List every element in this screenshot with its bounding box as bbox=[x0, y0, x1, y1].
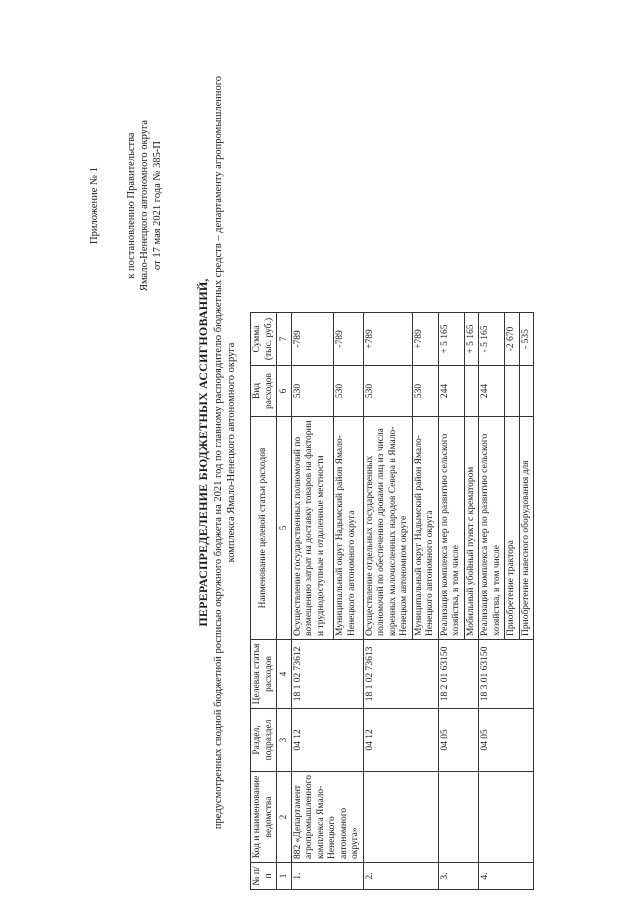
expense-type-cell: 530 bbox=[291, 365, 334, 416]
sum-cell: -2 670 bbox=[505, 312, 520, 365]
article-name-cell: Приобретение трактора bbox=[505, 416, 520, 639]
sum-cell: - 5 165 bbox=[479, 312, 505, 365]
column-number: 1 bbox=[277, 863, 292, 890]
section-cell: 04 12 bbox=[291, 708, 363, 771]
section-cell: 04 05 bbox=[438, 708, 479, 771]
target-article-cell: 18 3 01 63150 bbox=[479, 639, 534, 708]
article-name-cell: Осуществление государственных полномочий по возмещению затрат на доставку товаров на фактории и труднодоступные и отдаленные местности bbox=[291, 416, 334, 639]
row-number: 3. bbox=[438, 863, 479, 890]
expense-type-cell: 244 bbox=[438, 365, 464, 416]
header-cell-department: Код и наименование ведомства bbox=[251, 771, 277, 862]
appendix-number: Приложение № 1 bbox=[89, 167, 100, 244]
appendix-block bbox=[88, 120, 164, 291]
table-row bbox=[479, 312, 505, 889]
department-cell: 882 «Департамент агропромышленного комплекса Ямало-Ненецкого автономного округа» bbox=[291, 771, 363, 862]
sum-cell: -789 bbox=[291, 312, 334, 365]
header-cell-sum: Сумма (тыс. руб.) bbox=[251, 312, 277, 365]
allocation-table bbox=[250, 312, 534, 890]
column-number: 3 bbox=[277, 708, 292, 771]
sum-cell: - 535 bbox=[519, 312, 534, 365]
appendix-line: к постановлению Правительства bbox=[126, 132, 137, 279]
document-subtitle: предусмотренных сводной бюджетной росписью окружного бюджета на 2021 год по главному распорядителю бюджетных средств – департаменту агропромышленного комплекса Ямало-Ненецкого автономного округа bbox=[213, 75, 237, 830]
target-article-cell: 18 1 02 73613 bbox=[363, 639, 438, 708]
department-cell bbox=[363, 771, 438, 862]
section-cell: 04 12 bbox=[363, 708, 438, 771]
sum-cell: +789 bbox=[412, 312, 438, 365]
expense-type-cell: 244 bbox=[479, 365, 505, 416]
article-name-cell: Реализация комплекса мер по развитию сельского хозяйства, в том числе bbox=[438, 416, 464, 639]
column-number: 2 bbox=[277, 771, 292, 862]
department-cell bbox=[438, 771, 479, 862]
appendix-line: от 17 мая 2021 года № 385-П bbox=[152, 141, 163, 270]
column-number: 7 bbox=[277, 312, 292, 365]
target-article-cell: 18 2 01 63150 bbox=[438, 639, 479, 708]
expense-type-cell: 530 bbox=[363, 365, 412, 416]
document-title: ПЕРЕРАСПРЕДЕЛЕНИЕ БЮДЖЕТНЫХ АССИГНОВАНИЙ, bbox=[196, 278, 210, 627]
column-number: 4 bbox=[277, 639, 292, 708]
article-name-cell: Мобильный убойный пункт с крематором bbox=[464, 416, 479, 639]
row-number: 2. bbox=[363, 863, 438, 890]
sum-cell: + 5 165 bbox=[438, 312, 464, 365]
article-name-cell: Приобретение навесного оборудования для bbox=[519, 416, 534, 639]
expense-type-cell bbox=[519, 365, 534, 416]
row-number: 4. bbox=[479, 863, 534, 890]
header-cell-target-article: Целевая статья расходов bbox=[251, 639, 277, 708]
sum-cell: +789 bbox=[363, 312, 412, 365]
row-number: 1. bbox=[291, 863, 363, 890]
header-cell-section: Раздел, подраздел bbox=[251, 708, 277, 771]
table-row bbox=[363, 312, 412, 889]
column-number: 6 bbox=[277, 365, 292, 416]
header-cell-expense-type: Вид расходов bbox=[251, 365, 277, 416]
sum-cell: -789 bbox=[334, 312, 363, 365]
expense-type-cell bbox=[464, 365, 479, 416]
department-cell bbox=[479, 771, 534, 862]
expense-type-cell: 530 bbox=[334, 365, 363, 416]
table-header-row bbox=[251, 312, 277, 889]
article-name-cell: Осуществление отдельных государственных полномочий по обеспечению дровами лиц из числа коренных малочисленных народов Севера в Ямало-Ненецком автономном округе bbox=[363, 416, 412, 639]
section-cell: 04 05 bbox=[479, 708, 534, 771]
appendix-line: Ямало-Ненецкого автономного округа bbox=[139, 120, 150, 292]
sum-cell: + 5 165 bbox=[464, 312, 479, 365]
header-cell-number: № п/п bbox=[251, 863, 277, 890]
header-cell-article-name: Наименование целевой статьи расходов bbox=[251, 416, 277, 639]
table-row bbox=[291, 312, 334, 889]
column-number-row bbox=[277, 312, 292, 889]
column-number: 5 bbox=[277, 416, 292, 639]
expense-type-cell bbox=[505, 365, 520, 416]
target-article-cell: 18 1 02 73612 bbox=[291, 639, 363, 708]
article-name-cell: Муниципальный округ Надымский район Ямало-Ненецкого автономного округа bbox=[412, 416, 438, 639]
article-name-cell: Муниципальный округ Надымский район Ямало-Ненецкого автономного округа bbox=[334, 416, 363, 639]
table-row bbox=[438, 312, 464, 889]
expense-type-cell: 530 bbox=[412, 365, 438, 416]
article-name-cell: Реализация комплекса мер по развитию сельского хозяйства, в том числе bbox=[479, 416, 505, 639]
